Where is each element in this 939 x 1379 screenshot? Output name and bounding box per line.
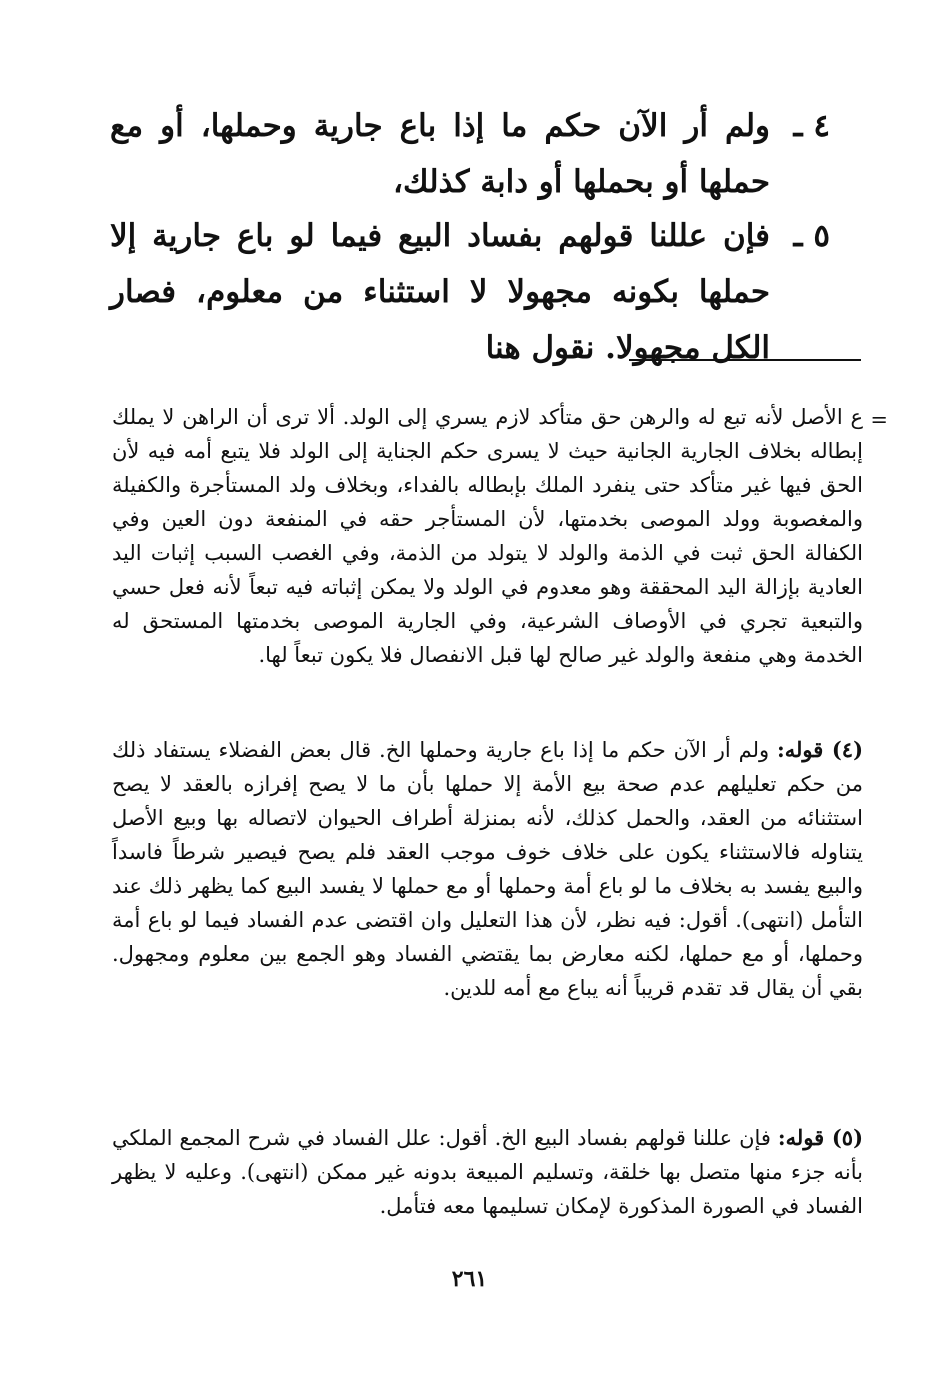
main-item-4 [110, 98, 830, 210]
footnote-5 [112, 1121, 863, 1223]
footnote-4 [112, 733, 863, 1005]
main-item-5-body [110, 208, 830, 376]
footnote-4-text: ولم أر الآن حكم ما إذا باع جارية وحملها الخ. قال بعض الفضلاء يستفاد ذلك من حكم تعليلهم عدم صحة بيع الأمة إلا حملها بأن ما لا يصح إفرازه بالعقد لا يصح استثنائه من العقد، والحمل كذلك، لأنه بمنزلة أطراف الحيوان لاتصاله بها وبيع الأصل يتناوله فالاستثناء يكون على خلاف خوف موجب العقد فلم يصح فيصير شرطاً فاسداً والبيع يفسد به بخلاف ما لو باع أمة وحملها أو مع حملها لا يفسد البيع كما يظهر ذلك عند التأمل (انتهى). أقول: فيه نظر، لأن هذا التعليل وان اقتضى عدم الفساد فيما لو باع أمة وحملها، أو مع حملها، لكنه معارض بما يقتضي الفساد وهو الجمع بين معلوم ومجهول. بقي أن يقال قد تقدم قريباً أنه يباع مع أمه للدين. [112, 738, 863, 1000]
footnote-continuation [112, 400, 863, 672]
main-item-5-text: فإن عللنا قولهم بفساد البيع فيما لو باع جارية إلا حملها بكونه مجهولا لا استثناء من معلوم، فصار الكل مجهولا. نقول هنا [110, 218, 770, 366]
main-item-4-text: ولم أر الآن حكم ما إذا باع جارية وحملها، أو مع حملها أو بحملها أو دابة كذلك، [110, 108, 770, 200]
footnote-5-text: فإن عللنا قولهم بفساد البيع الخ. أقول: علل الفساد في شرح المجمع الملكي بأنه جزء منها متصل بها خلقة، وتسليم المبيعة بدونه غير ممكن (انتهى). وعليه لا يظهر الفساد في الصورة المذكورة لإمكان تسليمها معه فتأمل. [112, 1126, 863, 1218]
footnote-continuation-text: ع الأصل لأنه تبع له والرهن حق متأكد لازم يسري إلى الولد. ألا ترى أن الراهن لا يملك إبطاله بخلاف الجارية الجانية حيث لا يسرى حكم الجناية إلى الولد فلا يتبع أمه فيه لأن الحق فيها غير متأكد حتى ينفرد الملك بإبطاله بالفداء، وبخلاف ولد المستأجرة والكفيلة والمغصوبة وولد الموصى بخدمتها، لأن المستأجر حقه في المنفعة دون العين وفي الكفالة الحق ثبت في الذمة والولد لا يتولد من الذمة، وفي الغصب السبب إثبات اليد العادية بإزالة اليد المحققة وهو معدوم في الولد ولا يمكن إثباته فيه تبعاً لأنه فعل حسي والتبعية تجري في الأوصاف الشرعية، وفي الجارية الموصى بخدمتها المستحق له الخدمة وهي منفعة والولد غير صالح لها قبل الانفصال فلا يكون تبعاً لها. [112, 405, 863, 667]
footnote-4-lead: (٤) قوله: [777, 737, 863, 762]
footnote-continuation-mark: = [870, 408, 888, 432]
footnote-divider [629, 359, 861, 361]
main-item-4-body [110, 98, 830, 210]
main-item-4-number: ٤ ـ [793, 108, 830, 144]
footnote-4-paragraph [112, 733, 863, 1005]
main-item-5 [110, 208, 830, 376]
main-item-5-number: ٥ ـ [793, 218, 830, 254]
footnote-5-paragraph [112, 1121, 863, 1223]
page-number: ٢٦١ [451, 1266, 488, 1292]
footnote-5-lead: (٥) قوله: [777, 1125, 863, 1150]
